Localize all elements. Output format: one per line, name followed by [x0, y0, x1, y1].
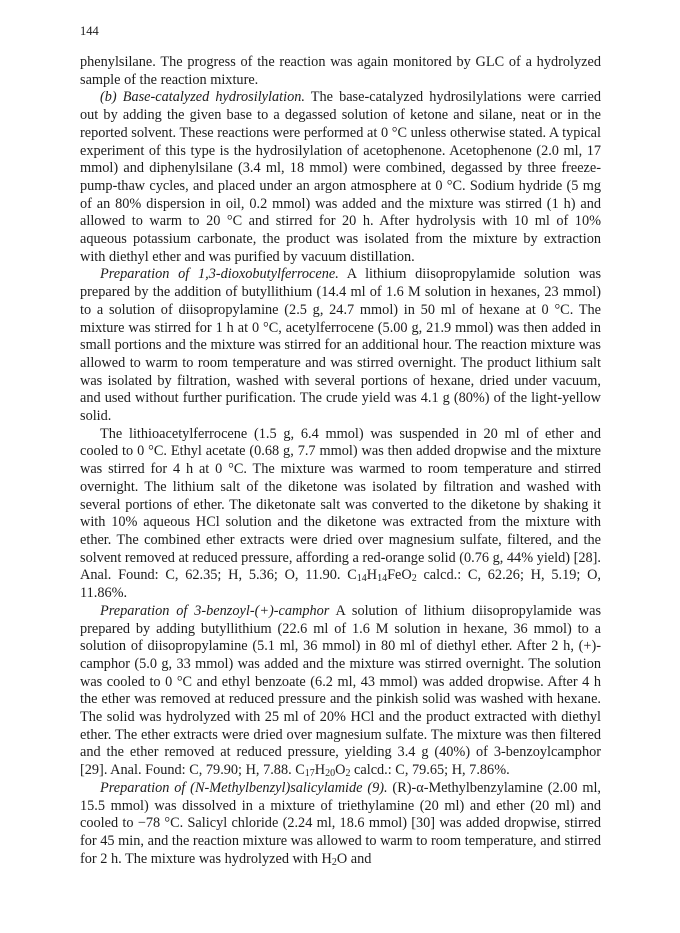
subsection-heading: (b) Base-catalyzed hydrosilylation. — [100, 89, 305, 106]
paragraph-salicylamide: Preparation of (N-Methylbenzyl)salicylamide (9). (R)-α-Methylbenzylamine (2.00 ml, 15.5 mmol) was dissolved in a mixture of triethylamine (20 ml) and ether (20 ml) and cooled to −78 °C. Salicyl chloride (2.24 ml, 18.6 mmol) [30] was added dropwise, stirred for 45 min, and the reaction mixture was allowed to warm to room temperature, and stirred for 2 h. The mixture was hydrolyzed with $H_2O$ and — [80, 779, 601, 868]
paragraph: phenylsilane. The progress of the reaction was again monitored by GLC of a hydrolyzed sample of the reaction mixture. — [80, 54, 601, 88]
body-text — [80, 54, 601, 868]
paragraph-benzoylcamphor: Preparation of 3-benzoyl-(+)-camphor A solution of lithium diisopropylamide was prepared by adding butyllithium (22.6 ml of 1.6 M solution in hexane, 36 mmol) to a solution of diisopropylamine (5.1 ml, 36 mmol) in 80 ml of diethyl ether. After 2 h, (+)-camphor (5.0 g, 33 mmol) was added and the mixture was stirred overnight. The solution was cooled to 0 °C and ethyl benzoate (6.2 ml, 43 mmol) was added dropwise. After 4 h the ether was removed at reduced pressure and the pinkish solid was washed with hexane. The solid was hydrolyzed with 25 ml of 20% HCl and the product extracted with diethyl ether. The ether extracts were dried over magnesium sulfate. The mixture was then filtered and the ether removed at reduced pressure, yielding 3.4 g (40%) of 3-benzoylcamphor [29]. Anal. Found: C, 79.90; H, 7.88. $C_{17}H_{20}O_2$ calcd.: C, 79.65; H, 7.86%. — [80, 602, 602, 780]
paragraph-base-catalyzed: (b) Base-catalyzed hydrosilylation. The base-catalyzed hydrosilylations were carried out by adding the given base to a degassed solution of ketone and silane, neat or in the reported solvent. These reactions were performed at 0 °C unless otherwise stated. A typical experiment of this type is the hydrosilylation of acetophenone. Acetophenone (2.0 ml, 17 mmol) and diphenylsilane (3.4 ml, 18 mmol) were combined, degassed by three freeze-pump-thaw cycles, and placed under an argon atmosphere at 0 °C. Sodium hydride (5 mg of an 80% dispersion in oil, 0.2 mmol) was added and the mixture was stirred (1 h) and allowed to warm to 20 °C and stirred for 20 h. After hydrolysis with 10 ml of 10% aqueous potassium carbonate, the product was isolated from the mixture by extraction with diethyl ether and was purified by vacuum distillation. — [80, 89, 601, 265]
paragraph-lithioacetylferrocene: The lithioacetylferrocene (1.5 g, 6.4 mmol) was suspended in 20 ml of ether and cooled to 0 °C. Ethyl acetate (0.68 g, 7.7 mmol) was then added dropwise and the mixture was stirred for 4 h at 0 °C. The mixture was warmed to room temperature and stirred overnight. The lithium salt of the diketone was isolated by filtration and washed with several portions of ether. The diketonate salt was converted to the diketone by shaking it with 10% aqueous HCl solution and the diketone was extracted from the mixture with ether. The combined ether extracts were dried over magnesium sulfate, filtered, and the solvent removed at reduced pressure, affording a red-orange solid (0.76 g, 44% yield) [28]. Anal. Found: C, 62.35; H, 5.36; O, 11.90. $C_{14}H_{14}FeO_2$ calcd.: C, 62.26; H, 5.19; O, 11.86%. — [80, 425, 602, 602]
paragraph-dioxobutylferrocene: Preparation of 1,3-dioxobutylferrocene. A lithium diisopropylamide solution was prepared by the addition of butyllithium (14.4 ml of 1.6 M solution in hexanes, 23 mmol) to a solution of diisopropylamine (2.5 g, 24.7 mmol) in 50 ml of hexane at 0 °C. The mixture was stirred for 1 h at 0 °C, acetylferrocene (5.00 g, 21.9 mmol) was then added in small portions and the mixture was stirred for an additional hour. The reaction mixture was allowed to warm to room temperature and was stirred overnight. The product lithium salt was isolated by filtration, washed with several portions of hexane, dried under vacuum, and used without further purification. The crude yield was 4.1 g (80%) of the light-yellow solid. — [80, 266, 602, 425]
subsection-heading: Preparation of 1,3-dioxobutylferrocene. — [100, 266, 339, 283]
subsection-heading: Preparation of (N-Methylbenzyl)salicylamide (9). — [100, 779, 388, 796]
page-number: 144 — [80, 24, 99, 38]
subsection-heading: Preparation of 3-benzoyl-(+)-camphor — [100, 602, 330, 619]
